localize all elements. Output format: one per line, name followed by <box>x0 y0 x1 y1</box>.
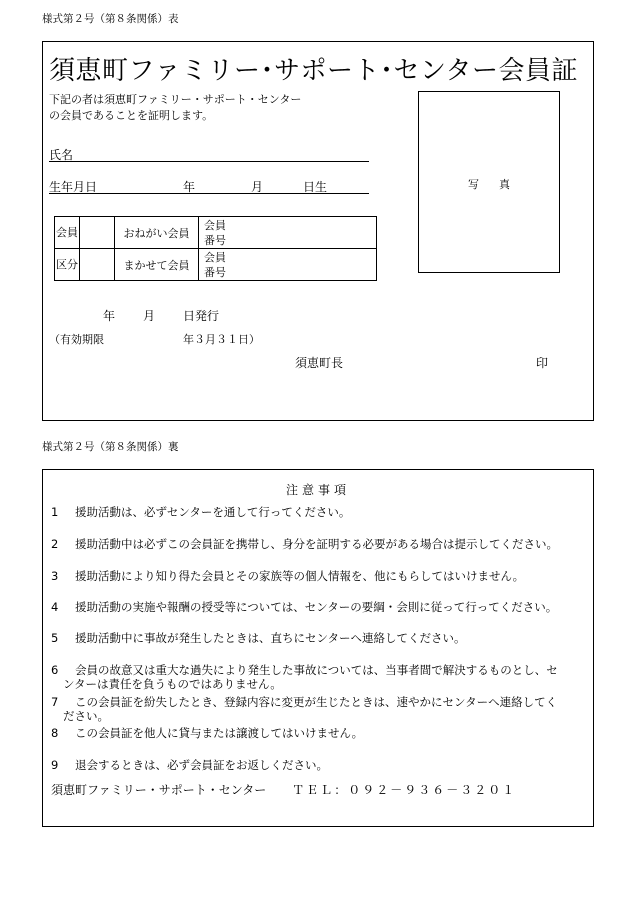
front-form-label: 様式第２号（第８条関係）表 <box>42 13 179 25</box>
category-checkbox[interactable] <box>80 249 115 281</box>
notice-item-1 <box>51 505 587 519</box>
notice-item-4 <box>51 600 587 614</box>
name-label: 氏名 <box>49 148 74 162</box>
member-card-front <box>42 41 594 421</box>
issue-year: 年 <box>103 309 116 323</box>
birth-year: 年 <box>183 180 196 194</box>
notice-title: 注意事項 <box>285 483 350 497</box>
notice-number: 3 <box>51 569 59 583</box>
number-label-2: 番号 <box>204 265 226 279</box>
member-number-cell[interactable] <box>199 249 377 281</box>
notice-text: 援助活動は、必ずセンターを通して行ってください。 <box>75 505 351 519</box>
table-row <box>55 249 377 281</box>
member-number-cell[interactable] <box>199 217 377 249</box>
category-checkbox[interactable] <box>80 217 115 249</box>
table-row <box>55 217 377 249</box>
notice-text: 援助活動中は必ずこの会員証を携帯し、身分を証明する必要がある場合は提示してください。 <box>75 537 558 551</box>
notice-text: 退会するときは、必ず会員証をお返しください。 <box>75 758 328 772</box>
notice-item-7 <box>51 695 587 723</box>
notice-item-5 <box>51 631 587 645</box>
footer-org: 須恵町ファミリー・サポート・センター <box>51 783 267 797</box>
category-label-bottom: 区分 <box>55 249 80 281</box>
validity-suffix: 年３月３１日） <box>183 333 260 346</box>
mayor-label: 須恵町長 <box>295 356 344 370</box>
photo-box <box>418 91 560 273</box>
notice-text: 援助活動により知り得た会員とその家族等の個人情報を、他にもらしてはいけません。 <box>75 569 525 583</box>
issue-day: 日発行 <box>183 309 220 323</box>
notice-item-3 <box>51 569 587 583</box>
notice-text-cont: ださい。 <box>63 709 109 723</box>
notice-text: この会員証を紛失したとき、登録内容に変更が生じたときは、速やかにセンターへ連絡してく <box>75 695 558 709</box>
notice-text: 援助活動の実施や報酬の授受等については、センターの要綱・会則に従って行ってください。 <box>75 600 558 614</box>
category-label-top: 会員 <box>55 217 80 249</box>
notice-item-9 <box>51 758 587 772</box>
notice-text: この会員証を他人に貸与または譲渡してはいけません。 <box>75 726 364 740</box>
type-onegai: おねがい会員 <box>115 217 199 249</box>
notice-number: 5 <box>51 631 59 645</box>
intro-line-1: 下記の者は須恵町ファミリー・サポート・センター <box>49 93 302 106</box>
notice-number: 4 <box>51 600 59 614</box>
notice-number: 9 <box>51 758 59 772</box>
footer-contact <box>51 781 516 798</box>
number-label-1: 会員 <box>204 218 226 232</box>
member-card-back <box>42 469 594 827</box>
birth-month: 月 <box>251 180 264 194</box>
seal-mark: 印 <box>536 356 549 370</box>
validity-prefix: （有効期限 <box>49 333 104 346</box>
footer-tel: ＴＥＬ：０９２－９３６－３２０１ <box>292 783 517 797</box>
card-title: 須恵町ファミリー･サポート･センター会員証 <box>49 56 578 86</box>
notice-item-8 <box>51 726 587 740</box>
intro-line-2: の会員であることを証明します。 <box>49 109 214 122</box>
number-label-2: 番号 <box>204 233 226 247</box>
notice-text: 会員の故意又は重大な過失により発生した事故については、当事者間で解決するものとし、セ <box>75 663 558 677</box>
back-form-label: 様式第２号（第８条関係）裏 <box>42 441 179 453</box>
notice-number: 1 <box>51 505 59 519</box>
notice-number: 2 <box>51 537 59 551</box>
name-underline <box>49 161 369 162</box>
notice-item-6 <box>51 663 587 691</box>
birth-label: 生年月日 <box>49 180 98 194</box>
type-makasete: まかせて会員 <box>115 249 199 281</box>
issue-month: 月 <box>143 309 156 323</box>
birth-underline <box>49 193 369 194</box>
notice-number: 8 <box>51 726 59 740</box>
notice-item-2 <box>51 537 587 551</box>
photo-label: 写真 <box>468 178 530 191</box>
notice-number: 7 <box>51 695 59 709</box>
notice-text-cont: ンターは責任を負うものではありません。 <box>63 677 282 691</box>
member-category-table <box>54 216 377 281</box>
notice-number: 6 <box>51 663 59 677</box>
birth-day: 日生 <box>303 180 328 194</box>
number-label-1: 会員 <box>204 250 226 264</box>
notice-text: 援助活動中に事故が発生したときは、直ちにセンターへ連絡してください。 <box>75 631 466 645</box>
